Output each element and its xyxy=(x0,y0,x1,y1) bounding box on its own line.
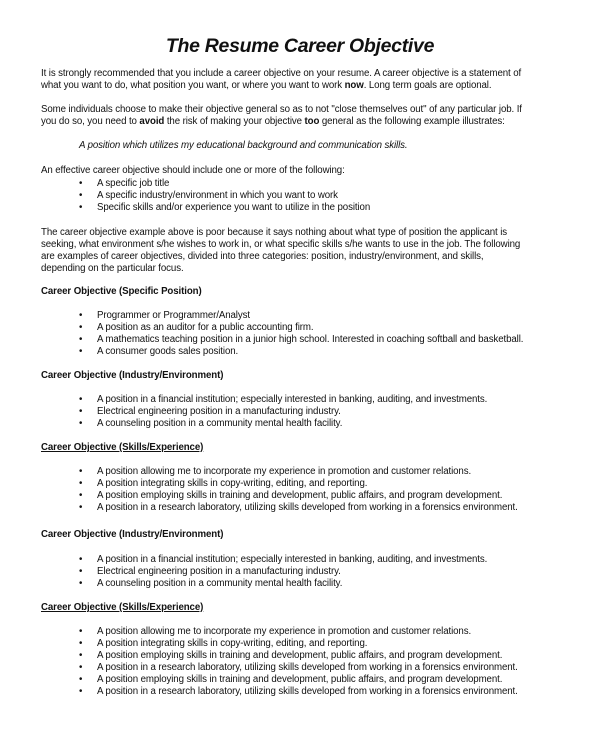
text-segment: depending on the particular focus. xyxy=(41,263,184,274)
list-item xyxy=(41,478,518,490)
list-item xyxy=(41,638,518,650)
list-item xyxy=(41,310,523,322)
bullet-icon: • xyxy=(79,502,83,513)
list-item-text: A position integrating skills in copy-writing, editing, and reporting. xyxy=(97,638,368,649)
list-item-text: A position integrating skills in copy-writing, editing, and reporting. xyxy=(97,478,368,489)
text-segment: what you want to do, what position you want, or where you want to work xyxy=(41,80,345,91)
list-item-text: Specific skills and/or experience you want to utilize in the position xyxy=(97,202,371,213)
bullet-icon: • xyxy=(79,406,83,417)
text-line xyxy=(41,227,520,239)
list-item xyxy=(41,490,518,502)
heading-industry-environment: Career Objective (Industry/Environment) xyxy=(41,370,224,381)
skills-experience-list xyxy=(41,466,518,514)
bullet-icon: • xyxy=(79,346,83,357)
bullet-icon: • xyxy=(79,190,83,201)
list-item xyxy=(41,322,523,334)
list-item xyxy=(41,626,518,638)
bullet-icon: • xyxy=(79,566,83,577)
bullet-icon: • xyxy=(79,638,83,649)
list-item-text: A position in a financial institution; especially interested in banking, auditing, and investments. xyxy=(97,394,488,405)
list-item xyxy=(41,502,518,514)
heading-specific-position: Career Objective (Specific Position) xyxy=(41,286,202,297)
list-item-text: A position allowing me to incorporate my experience in promotion and customer relations. xyxy=(97,626,472,637)
list-item-text: A position allowing me to incorporate my experience in promotion and customer relations. xyxy=(97,466,472,477)
text-segment: The career objective example above is poor because it says nothing about what type of position the applicant is xyxy=(41,227,508,238)
list-item xyxy=(41,554,487,566)
list-item-text: A mathematics teaching position in a junior high school. Interested in coaching softball and basketball. xyxy=(97,334,524,345)
text-line xyxy=(41,263,520,275)
effective-objective-list xyxy=(41,178,370,214)
bullet-icon: • xyxy=(79,322,83,333)
text-line xyxy=(41,104,522,116)
text-line xyxy=(41,251,520,263)
industry-environment-list-2 xyxy=(41,554,487,590)
emphasis-text: now xyxy=(344,80,364,91)
list-item-text: A counseling position in a community mental health facility. xyxy=(97,578,343,589)
list-item xyxy=(41,346,523,358)
text-line xyxy=(41,165,345,177)
list-item-text: A consumer goods sales position. xyxy=(97,346,239,357)
bullet-icon: • xyxy=(79,310,83,321)
list-item-text: A specific industry/environment in which you want to work xyxy=(97,190,338,201)
explanation-paragraph xyxy=(41,227,520,275)
heading-skills-experience-2: Career Objective (Skills/Experience) xyxy=(41,602,204,613)
text-segment: you do so, you need to xyxy=(41,116,140,127)
text-line xyxy=(41,239,520,251)
list-item xyxy=(41,394,487,406)
list-item xyxy=(41,466,518,478)
bullet-icon: • xyxy=(79,334,83,345)
bullet-icon: • xyxy=(79,178,83,189)
text-line xyxy=(79,140,407,152)
bullet-icon: • xyxy=(79,202,83,213)
list-item xyxy=(41,686,518,698)
list-item-text: A position employing skills in training and development, public affairs, and program development. xyxy=(97,490,503,501)
text-line xyxy=(41,116,522,128)
text-segment: It is strongly recommended that you include a career objective on your resume. A career objective is a statement of xyxy=(41,68,522,79)
bullet-icon: • xyxy=(79,418,83,429)
list-item xyxy=(41,178,370,190)
list-item xyxy=(41,334,523,346)
text-segment: seeking, what environment s/he wishes to work in, or what specific skills s/he wants to use in the job. The following xyxy=(41,239,521,250)
list-item-text: Electrical engineering position in a manufacturing industry. xyxy=(97,406,341,417)
general-objective-paragraph xyxy=(41,104,522,128)
list-item xyxy=(41,190,370,202)
list-item xyxy=(41,566,487,578)
emphasis-text: too xyxy=(304,116,320,127)
list-item xyxy=(41,650,518,662)
text-segment: general as the following example illustrates: xyxy=(319,116,505,127)
bullet-icon: • xyxy=(79,662,83,673)
page-title: The Resume Career Objective xyxy=(165,35,435,57)
list-item-text: A position as an auditor for a public accounting firm. xyxy=(97,322,314,333)
list-item-text: Electrical engineering position in a manufacturing industry. xyxy=(97,566,341,577)
list-item-text: Programmer or Programmer/Analyst xyxy=(97,310,250,321)
list-item-text: A specific job title xyxy=(97,178,170,189)
bullet-icon: • xyxy=(79,674,83,685)
list-item-text: A position in a research laboratory, utilizing skills developed from working in a forensics environment. xyxy=(97,662,518,673)
text-line xyxy=(41,68,521,80)
poor-example xyxy=(79,140,407,152)
list-item-text: A counseling position in a community mental health facility. xyxy=(97,418,343,429)
industry-environment-list xyxy=(41,394,487,430)
text-segment: Some individuals choose to make their objective general so as to not "close themselves out" of any particular job. If xyxy=(41,104,522,115)
bullet-icon: • xyxy=(79,578,83,589)
effective-objective-intro xyxy=(41,165,345,177)
emphasis-text: avoid xyxy=(139,116,165,127)
bullet-icon: • xyxy=(79,554,83,565)
list-item xyxy=(41,418,487,430)
list-item xyxy=(41,406,487,418)
text-segment: A position which utilizes my educational background and communication skills. xyxy=(79,140,408,151)
bullet-icon: • xyxy=(79,466,83,477)
text-line xyxy=(41,80,521,92)
text-segment: are examples of career objectives, divided into three categories: position, industry/environment, and skills, xyxy=(41,251,484,262)
list-item-text: A position in a financial institution; especially interested in banking, auditing, and investments. xyxy=(97,554,488,565)
text-segment: An effective career objective should include one or more of the following: xyxy=(41,165,345,176)
text-segment: the risk of making your objective xyxy=(164,116,305,127)
specific-position-list xyxy=(41,310,523,358)
bullet-icon: • xyxy=(79,394,83,405)
bullet-icon: • xyxy=(79,490,83,501)
bullet-icon: • xyxy=(79,626,83,637)
skills-experience-list-2 xyxy=(41,626,518,698)
list-item-text: A position employing skills in training and development, public affairs, and program development. xyxy=(97,650,503,661)
bullet-icon: • xyxy=(79,686,83,697)
list-item-text: A position in a research laboratory, utilizing skills developed from working in a forensics environment. xyxy=(97,686,518,697)
list-item xyxy=(41,202,370,214)
list-item xyxy=(41,674,518,686)
list-item xyxy=(41,578,487,590)
list-item xyxy=(41,662,518,674)
intro-paragraph xyxy=(41,68,521,92)
heading-skills-experience: Career Objective (Skills/Experience) xyxy=(41,442,204,453)
bullet-icon: • xyxy=(79,478,83,489)
heading-industry-environment-2: Career Objective (Industry/Environment) xyxy=(41,529,224,540)
list-item-text: A position employing skills in training and development, public affairs, and program development. xyxy=(97,674,503,685)
text-segment: . Long term goals are optional. xyxy=(363,80,492,91)
list-item-text: A position in a research laboratory, utilizing skills developed from working in a forensics environment. xyxy=(97,502,518,513)
bullet-icon: • xyxy=(79,650,83,661)
